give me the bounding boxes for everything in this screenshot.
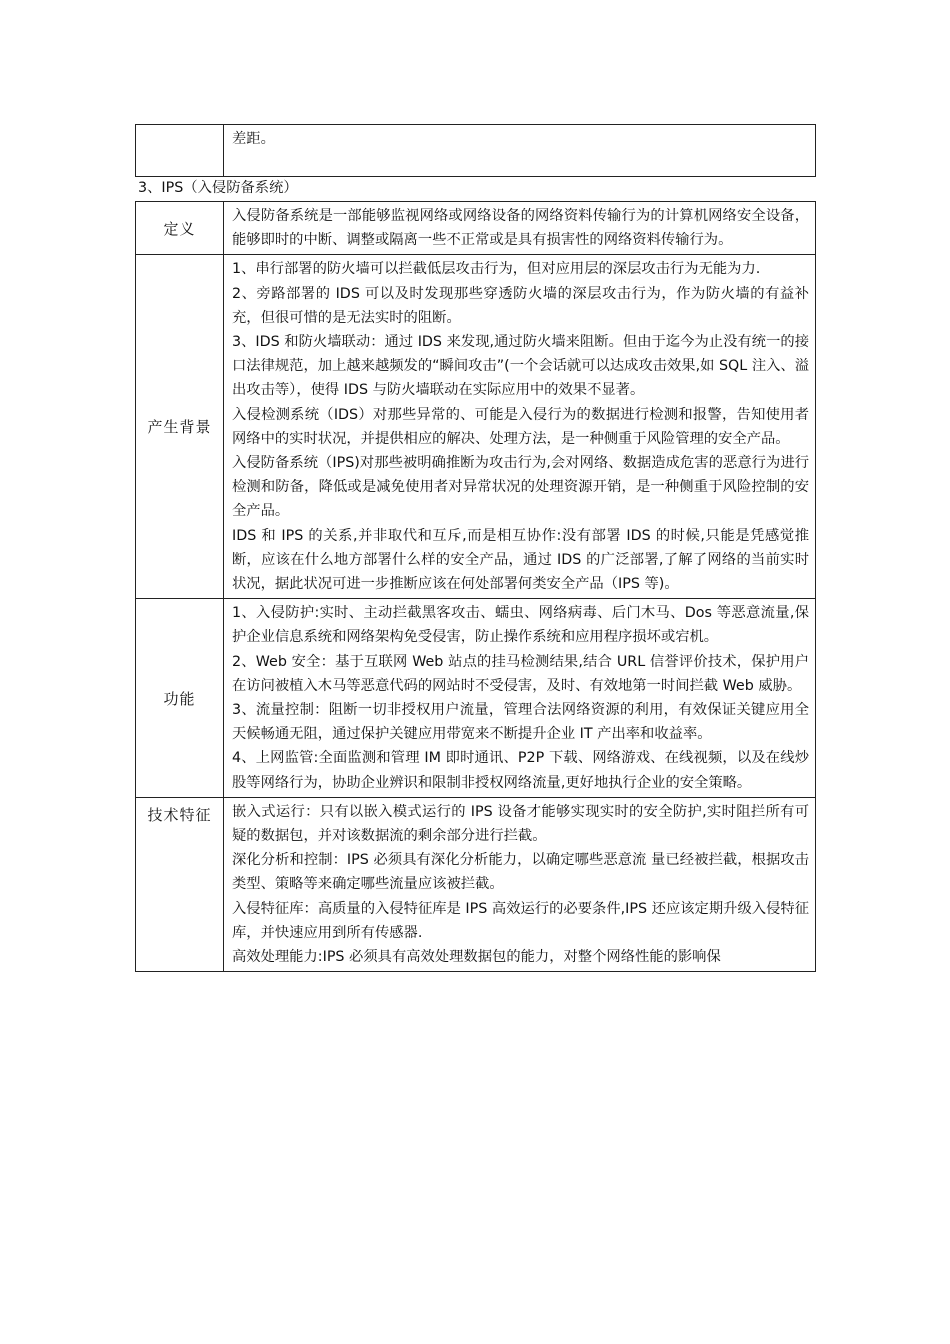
empty-label-cell xyxy=(136,125,224,177)
paragraph: 嵌入式运行：只有以嵌入模式运行的 IPS 设备才能够实现实时的安全防护,实时阻拦所有可疑的数据包，并对该数据流的剩余部分进行拦截。 xyxy=(232,803,809,845)
section-heading: 3、IPS（入侵防备系统） xyxy=(138,180,298,196)
paragraph: 2、Web 安全：基于互联网 Web 站点的挂马检测结果,结合 URL 信誉评价技术，保护用户在访问被植入木马等恶意代码的网站时不受侵害，及时、有效地第一时间拦截 Web 威胁。 xyxy=(232,653,809,694)
paragraph: 入侵特征库：高质量的入侵特征库是 IPS 高效运行的必要条件,IPS 还应该定期升级入侵特征库，并快速应用到所有传感器. xyxy=(232,900,809,941)
row-label: 功能 xyxy=(136,599,224,798)
paragraph: 4、上网监管:全面监测和管理 IM 即时通讯、P2P 下载、网络游戏、在线视频，以及在线炒股等网络行为，协助企业辨识和限制非授权网络流量,更好地执行企业的安全策略。 xyxy=(232,750,809,791)
paragraph: IDS 和 IPS 的关系,并非取代和互斥,而是相互协作:没有部署 IDS 的时候,只能是凭感觉推断，应该在什么地方部署什么样的安全产品，通过 IDS 的广泛部署,了解了网络的当前实时状况，据此状况可进一步推断应该在何处部署何类安全产品（IPS 等)。 xyxy=(232,527,809,593)
row-label: 技术特征 xyxy=(136,797,224,971)
paragraph: 入侵防备系统（IPS)对那些被明确推断为攻击行为,会对网络、数据造成危害的恶意行为进行检测和防备，降低或是减免使用者对异常状况的处理资源开销，是一种侧重于风险控制的安全产品。 xyxy=(232,455,810,520)
content-cell xyxy=(224,255,816,599)
paragraph: 入侵检测系统（IDS）对那些异常的、可能是入侵行为的数据进行检测和报警，告知使用者网络中的实时状况，并提供相应的解决、处理方法，是一种侧重于风险管理的安全产品。 xyxy=(232,406,809,447)
content-cell xyxy=(224,599,816,798)
paragraph: 入侵防备系统是一部能够监视网络或网络设备的网络资料传输行为的计算机网络安全设备，能够即时的中断、调整或隔离一些不正常或是具有损害性的网络资料传输行为。 xyxy=(232,208,809,249)
paragraph: 高效处理能力:IPS 必须具有高效处理数据包的能力，对整个网络性能的影响保 xyxy=(232,949,721,966)
row-label: 定义 xyxy=(136,202,224,255)
table-row-definition xyxy=(136,202,816,255)
row-label: 产生背景 xyxy=(136,255,224,599)
ips-table xyxy=(135,201,816,972)
paragraph: 2、旁路部署的 IDS 可以及时发现那些穿透防火墙的深层攻击行为，作为防火墙的有益补充，但很可惜的是无法实时的阻断。 xyxy=(232,285,809,326)
paragraph: 差距。 xyxy=(232,131,275,147)
continuation-table xyxy=(135,124,816,177)
table-row-tech-features xyxy=(136,797,816,971)
paragraph: 3、IDS 和防火墙联动：通过 IDS 来发现,通过防火墙来阻断。但由于迄今为止没有统一的接口法律规范，加上越来越频发的“瞬间攻击”(一个会话就可以达成攻击效果,如 SQL 注入、溢出攻击等），使得 IDS 与防火墙联动在实际应用中的效果不显著。 xyxy=(232,334,810,399)
content-cell xyxy=(224,797,816,971)
table-row-background xyxy=(136,255,816,599)
paragraph: 3、流量控制：阻断一切非授权用户流量，管理合法网络资源的利用，有效保证关键应用全天候畅通无阻，通过保护关键应用带宽来不断提升企业 IT 产出率和收益率。 xyxy=(232,702,809,743)
table-row xyxy=(136,125,816,177)
table-row-functions xyxy=(136,599,816,798)
content-cell xyxy=(224,125,816,177)
content-cell xyxy=(224,202,816,255)
paragraph: 1、串行部署的防火墙可以拦截低层攻击行为，但对应用层的深层攻击行为无能为力. xyxy=(232,261,761,278)
paragraph: 深化分析和控制：IPS 必须具有深化分析能力，以确定哪些恶意流 量已经被拦截，根据攻击类型、策略等来确定哪些流量应该被拦截。 xyxy=(232,852,809,893)
paragraph: 1、入侵防护:实时、主动拦截黑客攻击、蠕虫、网络病毒、后门木马、Dos 等恶意流量,保护企业信息系统和网络架构免受侵害，防止操作系统和应用程序损坏或宕机。 xyxy=(232,605,809,646)
